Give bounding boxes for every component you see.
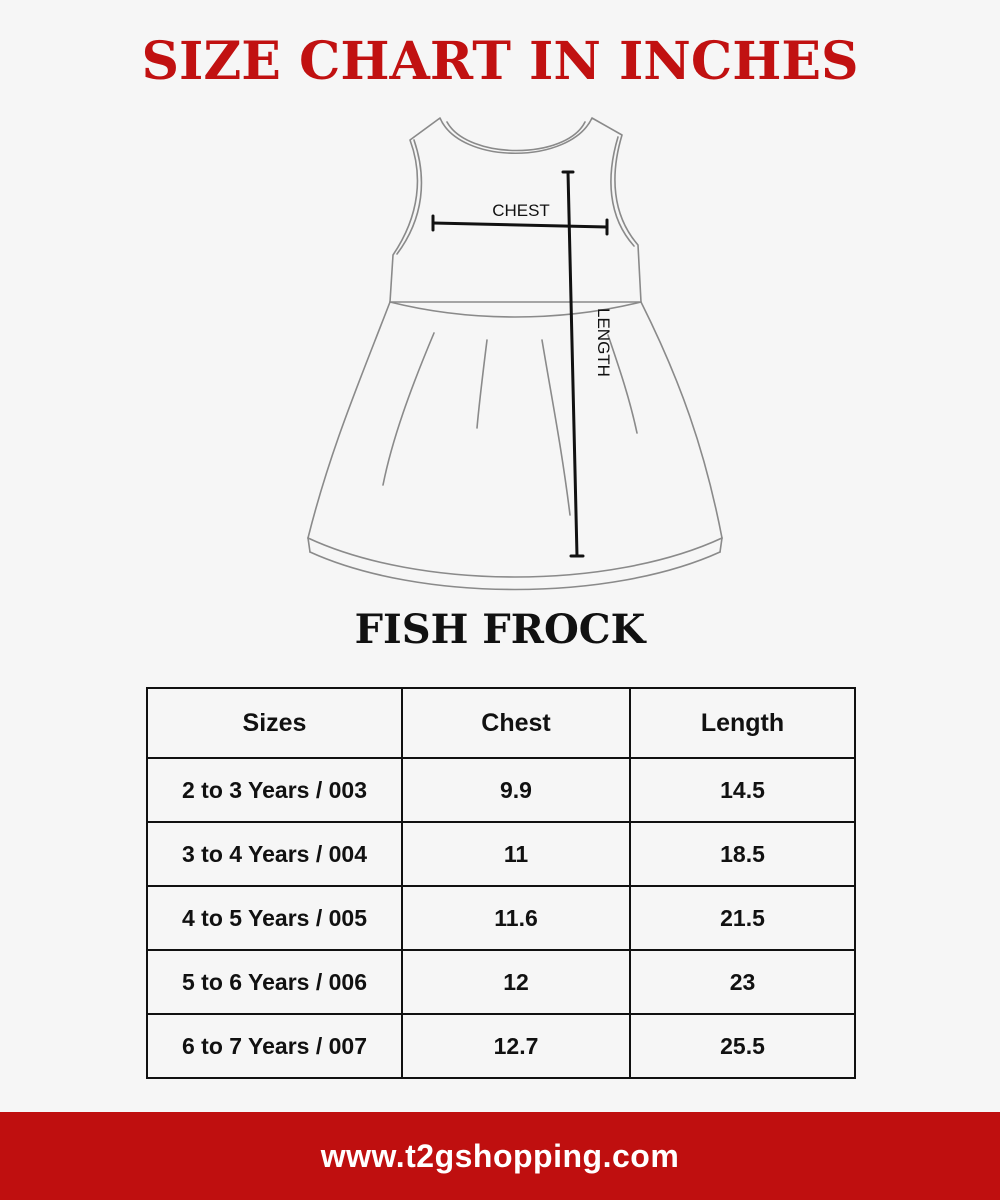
length-cell: 23: [630, 950, 855, 1014]
size-table: [146, 687, 856, 1079]
size-cell: 6 to 7 Years / 007: [147, 1014, 402, 1078]
size-cell: 2 to 3 Years / 003: [147, 758, 402, 822]
chest-cell: 12: [402, 950, 630, 1014]
chest-cell: 9.9: [402, 758, 630, 822]
table-row: [147, 1014, 855, 1078]
table-row: [147, 758, 855, 822]
website-link[interactable]: www.t2gshopping.com: [320, 1137, 680, 1174]
table-row: [147, 822, 855, 886]
chest-cell: 11: [402, 822, 630, 886]
product-name: FISH FROCK: [354, 606, 646, 653]
table-row: [147, 886, 855, 950]
chest-label: CHEST: [492, 201, 550, 220]
footer-banner: [0, 1112, 1000, 1200]
length-cell: 14.5: [630, 758, 855, 822]
header-sizes: Sizes: [147, 688, 402, 758]
frock-diagram: [290, 110, 740, 600]
size-cell: 4 to 5 Years / 005: [147, 886, 402, 950]
page-title: SIZE CHART IN INCHES: [141, 31, 859, 92]
size-cell: 3 to 4 Years / 004: [147, 822, 402, 886]
length-cell: 18.5: [630, 822, 855, 886]
header-length: Length: [630, 688, 855, 758]
length-label: LENGTH: [594, 308, 613, 377]
length-cell: 21.5: [630, 886, 855, 950]
chest-cell: 12.7: [402, 1014, 630, 1078]
header-chest: Chest: [402, 688, 630, 758]
chest-cell: 11.6: [402, 886, 630, 950]
length-cell: 25.5: [630, 1014, 855, 1078]
size-cell: 5 to 6 Years / 006: [147, 950, 402, 1014]
table-row: [147, 950, 855, 1014]
table-header-row: [147, 688, 855, 758]
